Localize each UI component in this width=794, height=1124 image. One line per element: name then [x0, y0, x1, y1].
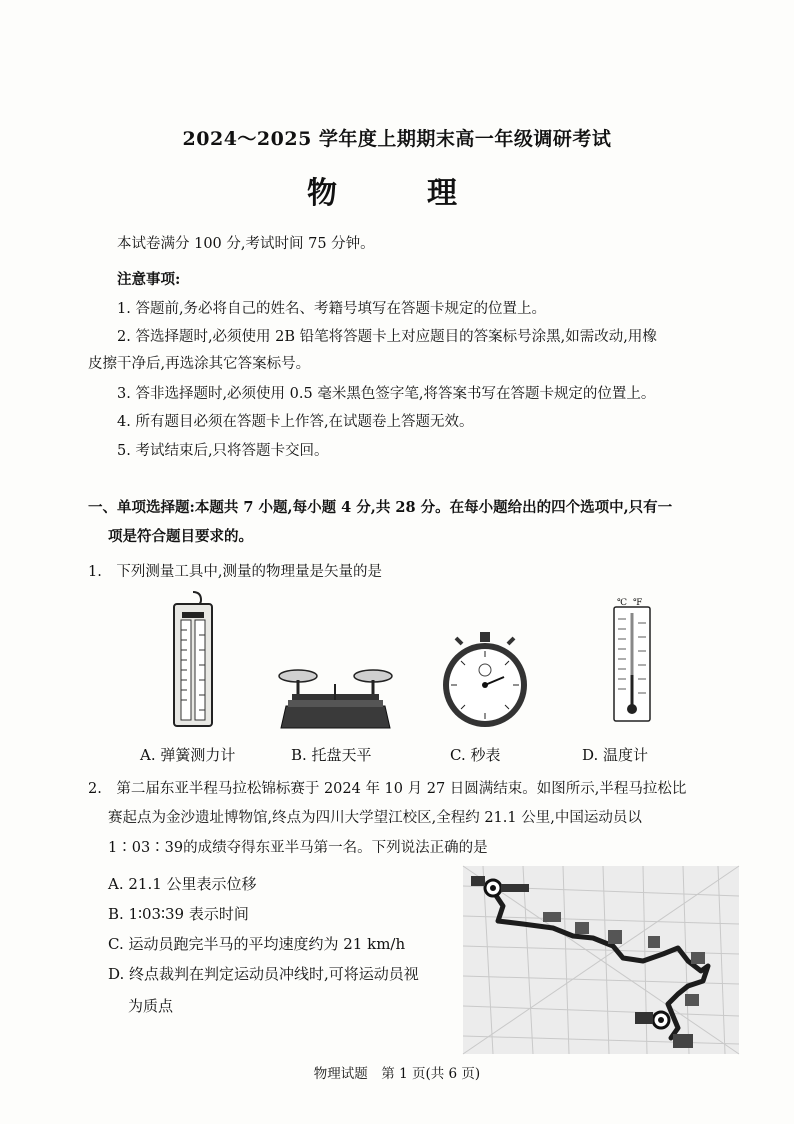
subject-title: 物 理	[307, 176, 487, 211]
q1-option-a: A. 弹簧测力计	[140, 746, 236, 764]
thermometer-icon	[612, 597, 652, 725]
question-2-stem-cont: 1∶03∶39的成绩夺得东亚半马第一名。下列说法正确的是	[108, 840, 488, 856]
celsius-label: ℃	[617, 598, 628, 608]
q2-option-d: D. 终点裁判在判定运动员冲线时,可将运动员视	[108, 965, 419, 983]
note-item: 4. 所有题目必须在答题卡上作答,在试题卷上答题无效。	[117, 414, 474, 430]
q2-option-a: A. 21.1 公里表示位移	[108, 875, 257, 893]
question-2-stem-cont: 赛起点为金沙遗址博物馆,终点为四川大学望江校区,全程约 21.1 公里,中国运动员以	[108, 810, 642, 826]
section-heading: 一、单项选择题:本题共 7 小题,每小题 4 分,共 28 分。在每小题给出的四个选项中,只有一	[88, 499, 673, 516]
q1-option-b: B. 托盘天平	[291, 746, 372, 764]
note-item: 2. 答选择题时,必须使用 2B 铅笔将答题卡上对应题目的答案标号涂黑,如需改动,用橡	[117, 329, 657, 345]
stopwatch-icon	[440, 630, 530, 730]
intro-text: 本试卷满分 100 分,考试时间 75 分钟。	[117, 236, 375, 252]
q2-option-c: C. 运动员跑完半马的平均速度约为 21 km/h	[108, 935, 406, 953]
q1-option-d: D. 温度计	[582, 746, 649, 764]
route-map-icon	[463, 866, 739, 1054]
q2-option-b: B. 1∶03∶39 表示时间	[108, 905, 249, 923]
question-1-stem: 1. 下列测量工具中,测量的物理量是矢量的是	[88, 564, 382, 580]
fahrenheit-label: ℉	[633, 598, 643, 608]
question-2-stem: 2. 第二届东亚半程马拉松锦标赛于 2024 年 10 月 27 日圆满结束。如图所示,半程马拉松比	[88, 781, 687, 797]
exam-title: 2024～2025 学年度上期期末高一年级调研考试	[182, 128, 612, 150]
note-item: 1. 答题前,务必将自己的姓名、考籍号填写在答题卡规定的位置上。	[117, 301, 547, 317]
spring-scale-icon	[168, 590, 218, 730]
notes-heading: 注意事项:	[117, 271, 181, 288]
note-item: 3. 答非选择题时,必须使用 0.5 毫米黑色签字笔,将答案书写在答题卡规定的位置上。	[117, 386, 656, 402]
balance-scale-icon	[278, 662, 393, 730]
q2-option-d-cont: 为质点	[128, 997, 174, 1015]
q1-option-c: C. 秒表	[450, 746, 501, 764]
section-heading-cont: 项是符合题目要求的。	[108, 528, 253, 545]
note-item: 5. 考试结束后,只将答题卡交回。	[117, 443, 329, 459]
page-footer: 物理试题 第 1 页(共 6 页)	[313, 1066, 481, 1082]
note-item: 皮擦干净后,再选涂其它答案标号。	[88, 356, 311, 372]
